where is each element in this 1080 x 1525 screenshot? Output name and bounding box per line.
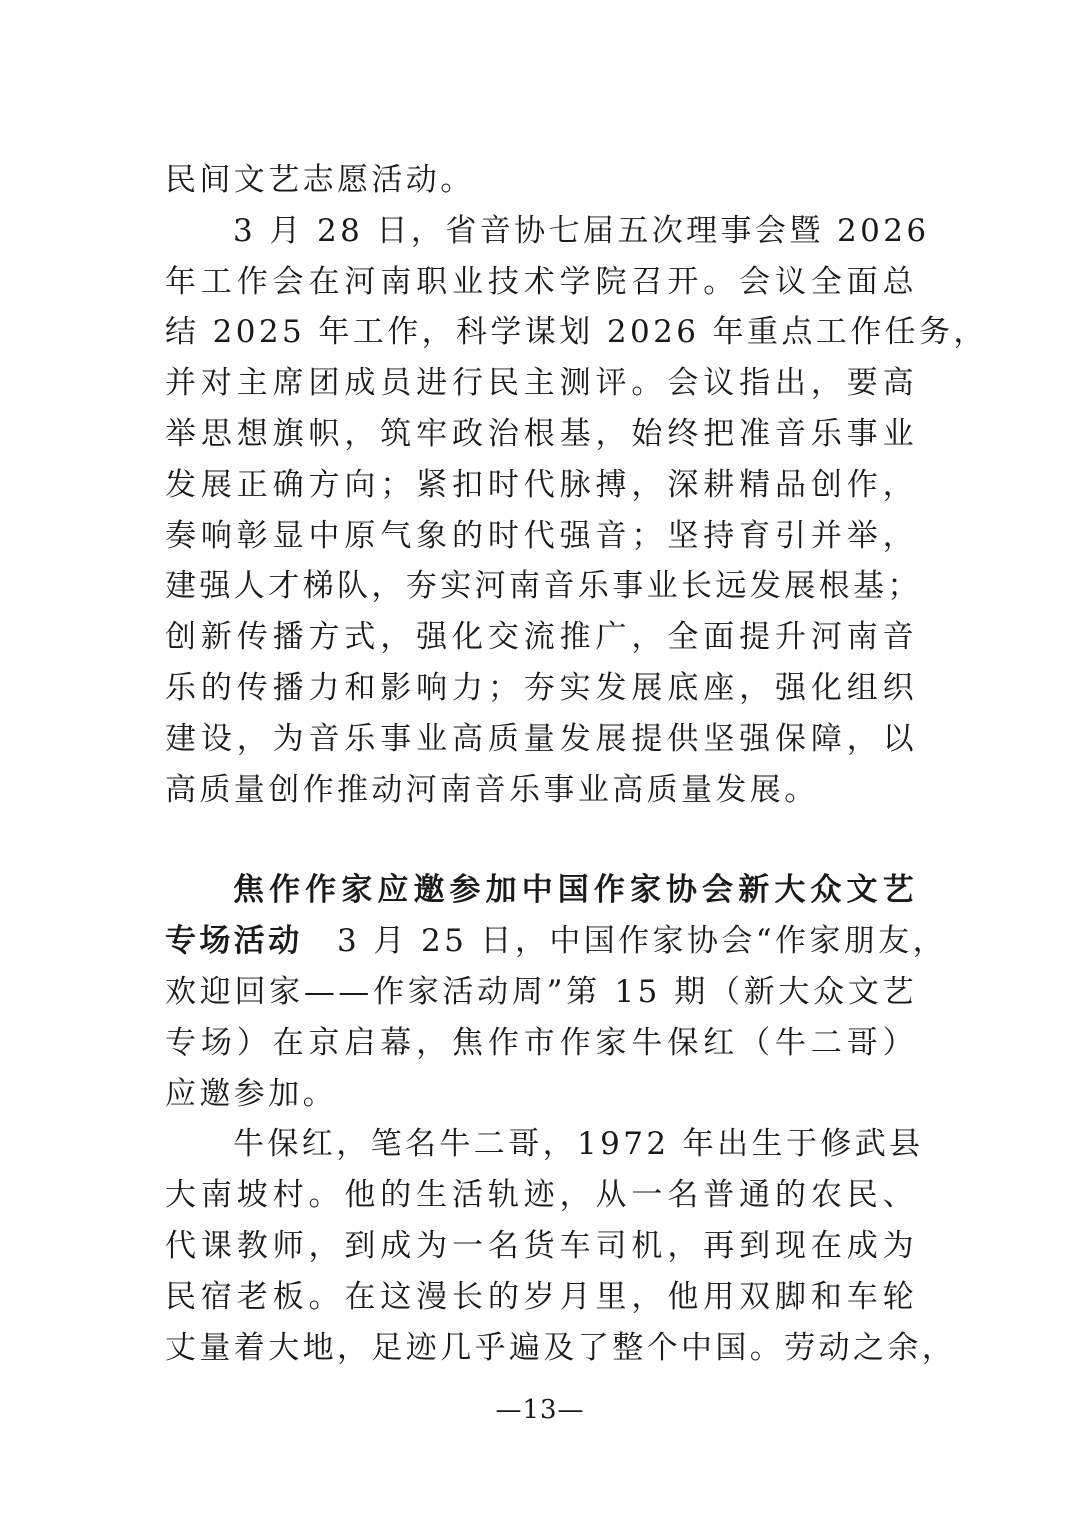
section-jiaozuo-writer <box>165 865 957 1373</box>
text-line <box>165 967 917 1018</box>
line-text: 举思想旗帜，筑牢政治根基，始终把准音乐事业 <box>165 415 917 452</box>
body-text: 3 月 25 日，中国作家协会“作家朋友， <box>302 923 947 960</box>
text-line <box>165 1323 957 1374</box>
line-text: 建设，为音乐事业高质量发展提供坚强保障，以 <box>165 720 917 757</box>
section-heading: 焦作作家应邀参加中国作家协会新大众文艺 <box>233 872 917 909</box>
text-line <box>165 257 917 308</box>
text-line <box>165 612 917 663</box>
text-line <box>165 1018 917 1069</box>
text-line <box>165 307 988 358</box>
line-text: 民宿老板。在这漫长的岁月里，他用双脚和车轮 <box>165 1278 917 1315</box>
line-text: 专场）在京启幕，焦作市作家牛保红（牛二哥） <box>165 1024 917 1061</box>
line-text: 欢迎回家——作家活动周”第 15 期（新大众文艺 <box>165 973 917 1010</box>
section-heading-continued: 专场活动 <box>165 923 303 960</box>
line-text: 创新传播方式，强化交流推广，全面提升河南音 <box>165 619 917 656</box>
section-gap <box>165 815 917 865</box>
line-text: 奏响彰显中原气象的时代强音；坚持育引并举， <box>165 517 917 554</box>
text-line <box>165 409 917 460</box>
section-heading-line <box>165 865 917 916</box>
text-line <box>165 1221 917 1272</box>
section-music-association <box>165 155 988 815</box>
text-line <box>165 1069 917 1120</box>
text-line <box>165 206 930 257</box>
line-text: 3 月 28 日，省音协七届五次理事会暨 2026 <box>233 212 930 249</box>
text-line <box>165 511 917 562</box>
text-line <box>165 1119 924 1170</box>
line-text: 高质量创作推动河南音乐事业高质量发展。 <box>165 771 819 808</box>
text-line <box>165 358 917 409</box>
line-text: 结 2025 年工作，科学谋划 2026 年重点工作任务， <box>165 314 988 351</box>
line-text: 乐的传播力和影响力；夯实发展底座，强化组织 <box>165 669 917 706</box>
line-text: 代课教师，到成为一名货车司机，再到现在成为 <box>165 1227 917 1264</box>
text-line <box>165 663 917 714</box>
line-text: 发展正确方向；紧扣时代脉搏，深耕精品创作， <box>165 466 917 503</box>
line-text: 应邀参加。 <box>165 1075 337 1112</box>
line-text <box>165 916 947 967</box>
text-line <box>165 460 917 511</box>
line-text: 并对主席团成员进行民主测评。会议指出，要高 <box>165 365 917 402</box>
text-line <box>165 1272 917 1323</box>
line-text: 民间文艺志愿活动。 <box>165 162 475 198</box>
line-text: 建强人才梯队，夯实河南音乐事业长远发展根基； <box>165 568 922 605</box>
text-line <box>165 561 922 612</box>
text-line <box>165 916 947 967</box>
text-line <box>165 714 917 765</box>
text-line <box>165 1170 917 1221</box>
document-page <box>165 155 988 1373</box>
line-text: 年工作会在河南职业技术学院召开。会议全面总 <box>165 263 917 300</box>
line-text: 牛保红，笔名牛二哥，1972 年出生于修武县 <box>233 1126 924 1163</box>
line-text: 大南坡村。他的生活轨迹，从一名普通的农民、 <box>165 1177 917 1214</box>
text-line <box>165 155 917 206</box>
text-line <box>165 765 917 816</box>
line-text: 丈量着大地，足迹几乎遍及了整个中国。劳动之余， <box>165 1329 957 1366</box>
page-number: —13— <box>495 1395 585 1425</box>
